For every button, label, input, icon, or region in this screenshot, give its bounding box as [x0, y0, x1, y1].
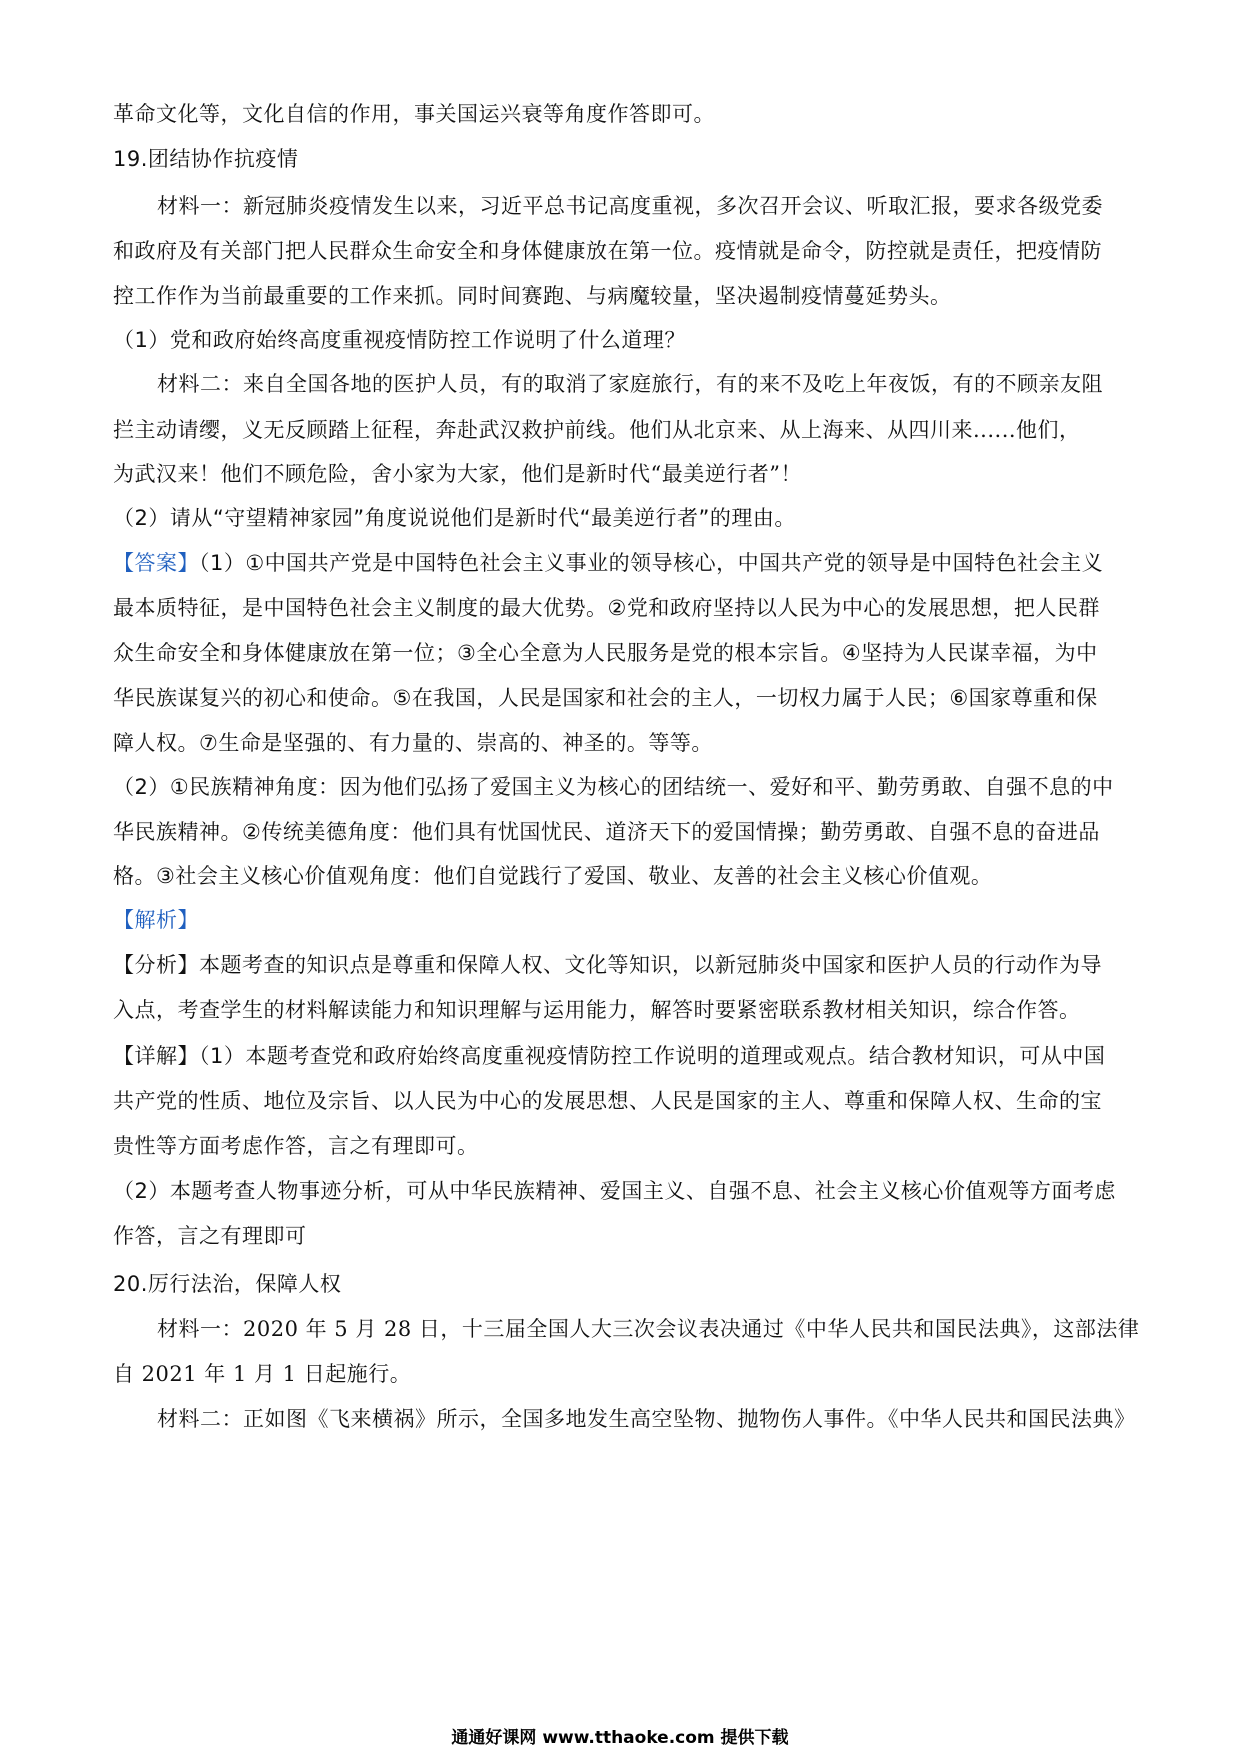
- xiangjie-line: 【详解】（1）本题考查党和政府始终高度重视疫情防控工作说明的道理或观点。结合教材知识，可从中国: [113, 1044, 1106, 1068]
- xiangjie2-line: （2）本题考查人物事迹分析，可从中华民族精神、爱国主义、自强不息、社会主义核心价值观等方面考虑: [113, 1179, 1116, 1203]
- q19-answer2-line: 格。③社会主义核心价值观角度：他们自觉践行了爱国、敬业、友善的社会主义核心价值观。: [113, 864, 993, 888]
- xiangjie-line: 贵性等方面考虑作答，言之有理即可。: [113, 1134, 479, 1158]
- q20-material1-line: 材料一：2020 年 5 月 28 日，十三届全国人大三次会议表决通过《中华人民共和国民法典》，这部法律: [157, 1317, 1140, 1341]
- analysis-tag: 【解析】: [113, 908, 199, 932]
- q19-title: 19.团结协作抗疫情: [113, 147, 299, 171]
- q19-material1-line: 控工作作为当前最重要的工作来抓。同时间赛跑、与病魔较量，坚决遏制疫情蔓延势头。: [113, 284, 952, 308]
- q19-answer2-line: （2）①民族精神角度：因为他们弘扬了爱国主义为核心的团结统一、爱好和平、勤劳勇敢、自强不息的中: [113, 775, 1114, 799]
- q19-answer-line: 华民族谋复兴的初心和使命。⑤在我国，人民是国家和社会的主人，一切权力属于人民；⑥国家尊重和保: [113, 686, 1098, 710]
- q19-answer-line: 众生命安全和身体健康放在第一位；③全心全意为人民服务是党的根本宗旨。④坚持为人民谋幸福，为中: [113, 641, 1098, 665]
- q20-material2-line: 材料二：正如图《飞来横祸》所示，全国多地发生高空坠物、抛物伤人事件。《中华人民共和国民法典》: [157, 1407, 1136, 1431]
- q19-material1-line: 和政府及有关部门把人民群众生命安全和身体健康放在第一位。疫情就是命令，防控就是责任，把疫情防: [113, 239, 1102, 263]
- fenxi-line: 【分析】本题考查的知识点是尊重和保障人权、文化等知识，以新冠肺炎中国家和医护人员的行动作为导: [113, 953, 1102, 977]
- q19-material2-line: 拦主动请缨，义无反顾踏上征程，奔赴武汉救护前线。他们从北京来、从上海来、从四川来......他们，: [113, 418, 1081, 442]
- q19-answer-line: [113, 547, 1103, 577]
- q19-answer-line: 障人权。⑦生命是坚强的、有力量的、崇高的、神圣的。等等。: [113, 731, 713, 755]
- q20-material1-line: 自 2021 年 1 月 1 日起施行。: [113, 1362, 412, 1386]
- q19-question2: （2）请从“守望精神家园”角度说说他们是新时代“最美逆行者”的理由。: [113, 506, 796, 530]
- q19-material2-line: 为武汉来！他们不顾危险，舍小家为大家，他们是新时代“最美逆行者”！: [113, 462, 802, 486]
- answer-tag: 【答案】: [113, 551, 199, 575]
- q19-material1-line: 材料一：新冠肺炎疫情发生以来，习近平总书记高度重视，多次召开会议、听取汇报，要求各级党委: [157, 194, 1103, 218]
- answer-text: （1）①中国共产党是中国特色社会主义事业的领导核心，中国共产党的领导是中国特色社会主义: [199, 551, 1104, 575]
- xiangjie-line: 共产党的性质、地位及宗旨、以人民为中心的发展思想、人民是国家的主人、尊重和保障人权、生命的宝: [113, 1089, 1102, 1113]
- q19-question1: （1）党和政府始终高度重视疫情防控工作说明了什么道理？: [113, 328, 686, 352]
- q19-answer-line: 最本质特征，是中国特色社会主义制度的最大优势。②党和政府坚持以人民为中心的发展思想，把人民群: [113, 596, 1100, 620]
- xiangjie2-line: 作答，言之有理即可: [113, 1224, 307, 1248]
- q19-material2-line: 材料二：来自全国各地的医护人员，有的取消了家庭旅行，有的来不及吃上年夜饭，有的不顾亲友阻: [157, 372, 1103, 396]
- page-footer: 通通好课网 www.tthaoke.com 提供下载: [451, 1728, 789, 1748]
- fenxi-line: 入点，考查学生的材料解读能力和知识理解与运用能力，解答时要紧密联系教材相关知识，综合作答。: [113, 998, 1081, 1022]
- q20-title: 20.厉行法治，保障人权: [113, 1272, 342, 1296]
- q19-answer2-line: 华民族精神。②传统美德角度：他们具有忧国忧民、道济天下的爱国情操；勤劳勇敢、自强不息的奋进品: [113, 820, 1100, 844]
- intro-line: 革命文化等，文化自信的作用，事关国运兴衰等角度作答即可。: [113, 102, 715, 126]
